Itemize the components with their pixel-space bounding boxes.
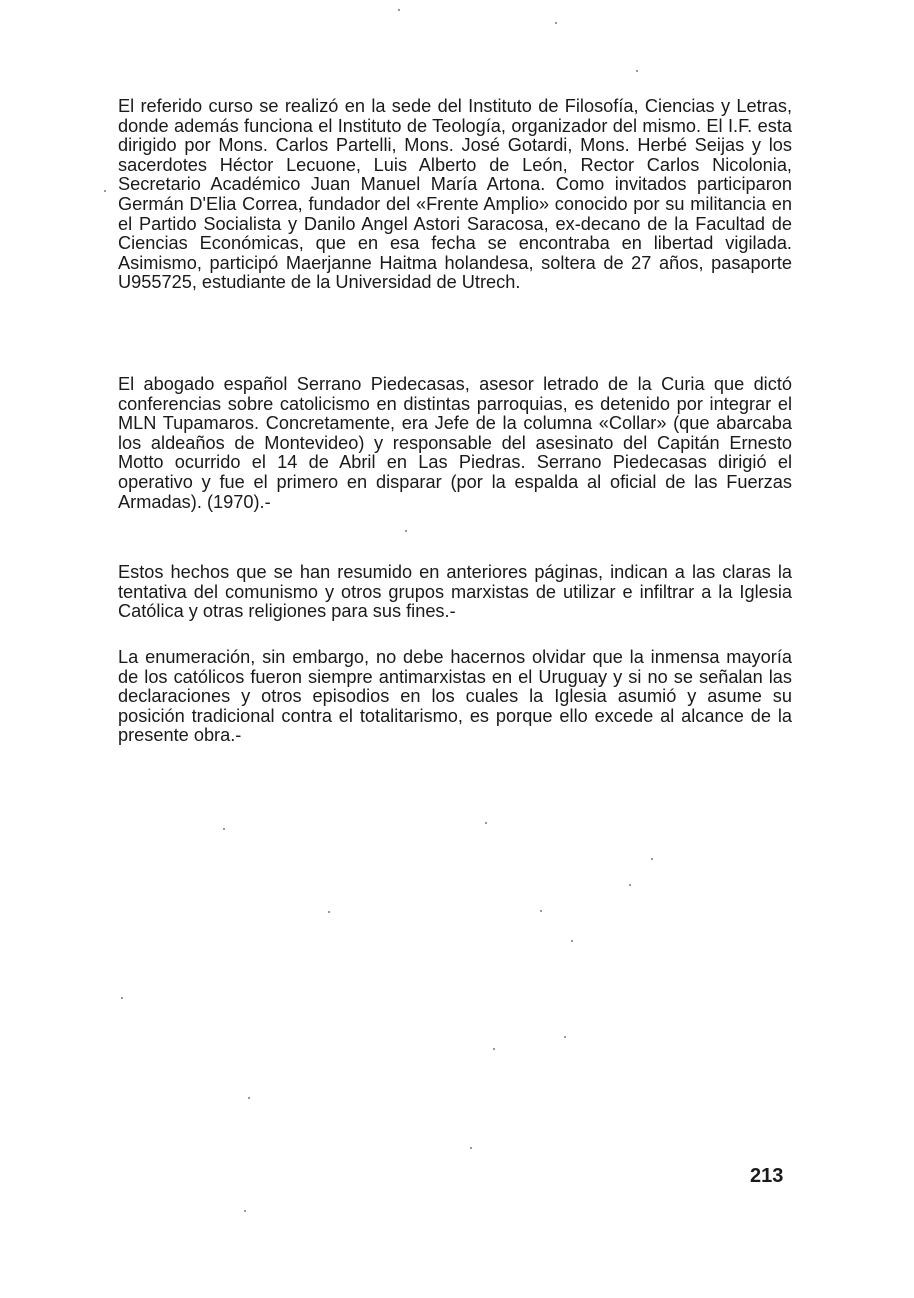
- paragraph-enumeration: La enumeración, sin embargo, no debe hacernos olvidar que la inmensa mayoría de los católicos fueron siempre antimarxistas en el Uruguay y si no se señalan las declaraciones y otros episodios en los cuales la Iglesia asumió y asume su posición tradicional contra el totalitarismo, es porque ello excede al alcance de la presente obra.-: [118, 647, 792, 746]
- scan-speck: [104, 190, 106, 192]
- scan-speck: [328, 911, 330, 913]
- scan-speck: [564, 1036, 566, 1038]
- scan-speck: [636, 70, 638, 72]
- scan-speck: [540, 910, 542, 912]
- paragraph-summary: Estos hechos que se han resumido en anteriores páginas, indican a las claras la tentativa del comunismo y otros grupos marxistas de utilizar e infiltrar a la Iglesia Católica y otras religiones para sus fines.-: [118, 562, 792, 622]
- scan-speck: [248, 1097, 250, 1099]
- paragraph-course-location: El referido curso se realizó en la sede del Instituto de Filosofía, Ciencias y Letras, donde además funciona el Instituto de Teología, organizador del mismo. El I.F. esta dirigido por Mons. Carlos Partelli, Mons. José Gotardi, Mons. Herbé Seijas y los sacerdotes Héctor Lecuone, Luis Alberto de León, Rector Carlos Nicolonia, Secretario Académico Juan Manuel María Artona. Como invitados participaron Germán D'Elia Correa, fundador del «Frente Amplio» conocido por su militancia en el Partido Socialista y Danilo Angel Astori Saracosa, ex-decano de la Facultad de Ciencias Económicas, que en esa fecha se encontraba en libertad vigilada. Asimismo, participó Maerjanne Haitma holandesa, soltera de 27 años, pasaporte U955725, estudiante de la Universidad de Utrech.: [118, 96, 792, 293]
- scan-speck: [398, 9, 400, 11]
- scan-speck: [629, 884, 631, 886]
- scan-speck: [244, 1210, 246, 1212]
- scan-speck: [405, 530, 407, 532]
- scan-speck: [485, 822, 487, 824]
- scan-speck: [571, 940, 573, 942]
- scan-speck: [555, 22, 557, 24]
- scan-speck: [223, 828, 225, 830]
- scan-speck: [121, 997, 123, 999]
- page-number: 213: [750, 1165, 784, 1187]
- paragraph-serrano-piedecasas: El abogado español Serrano Piedecasas, asesor letrado de la Curia que dictó conferencias sobre catolicismo en distintas parroquias, es detenido por integrar el MLN Tupamaros. Concretamente, era Jefe de la columna «Collar» (que abarcaba los aldeaños de Montevideo) y responsable del asesinato del Capitán Ernesto Motto ocurrido el 14 de Abril en Las Piedras. Serrano Piedecasas dirigió el operativo y fue el primero en disparar (por la espalda al oficial de las Fuerzas Armadas). (1970).-: [118, 374, 792, 512]
- scan-speck: [651, 858, 653, 860]
- scan-speck: [470, 1147, 472, 1149]
- scan-speck: [493, 1048, 495, 1050]
